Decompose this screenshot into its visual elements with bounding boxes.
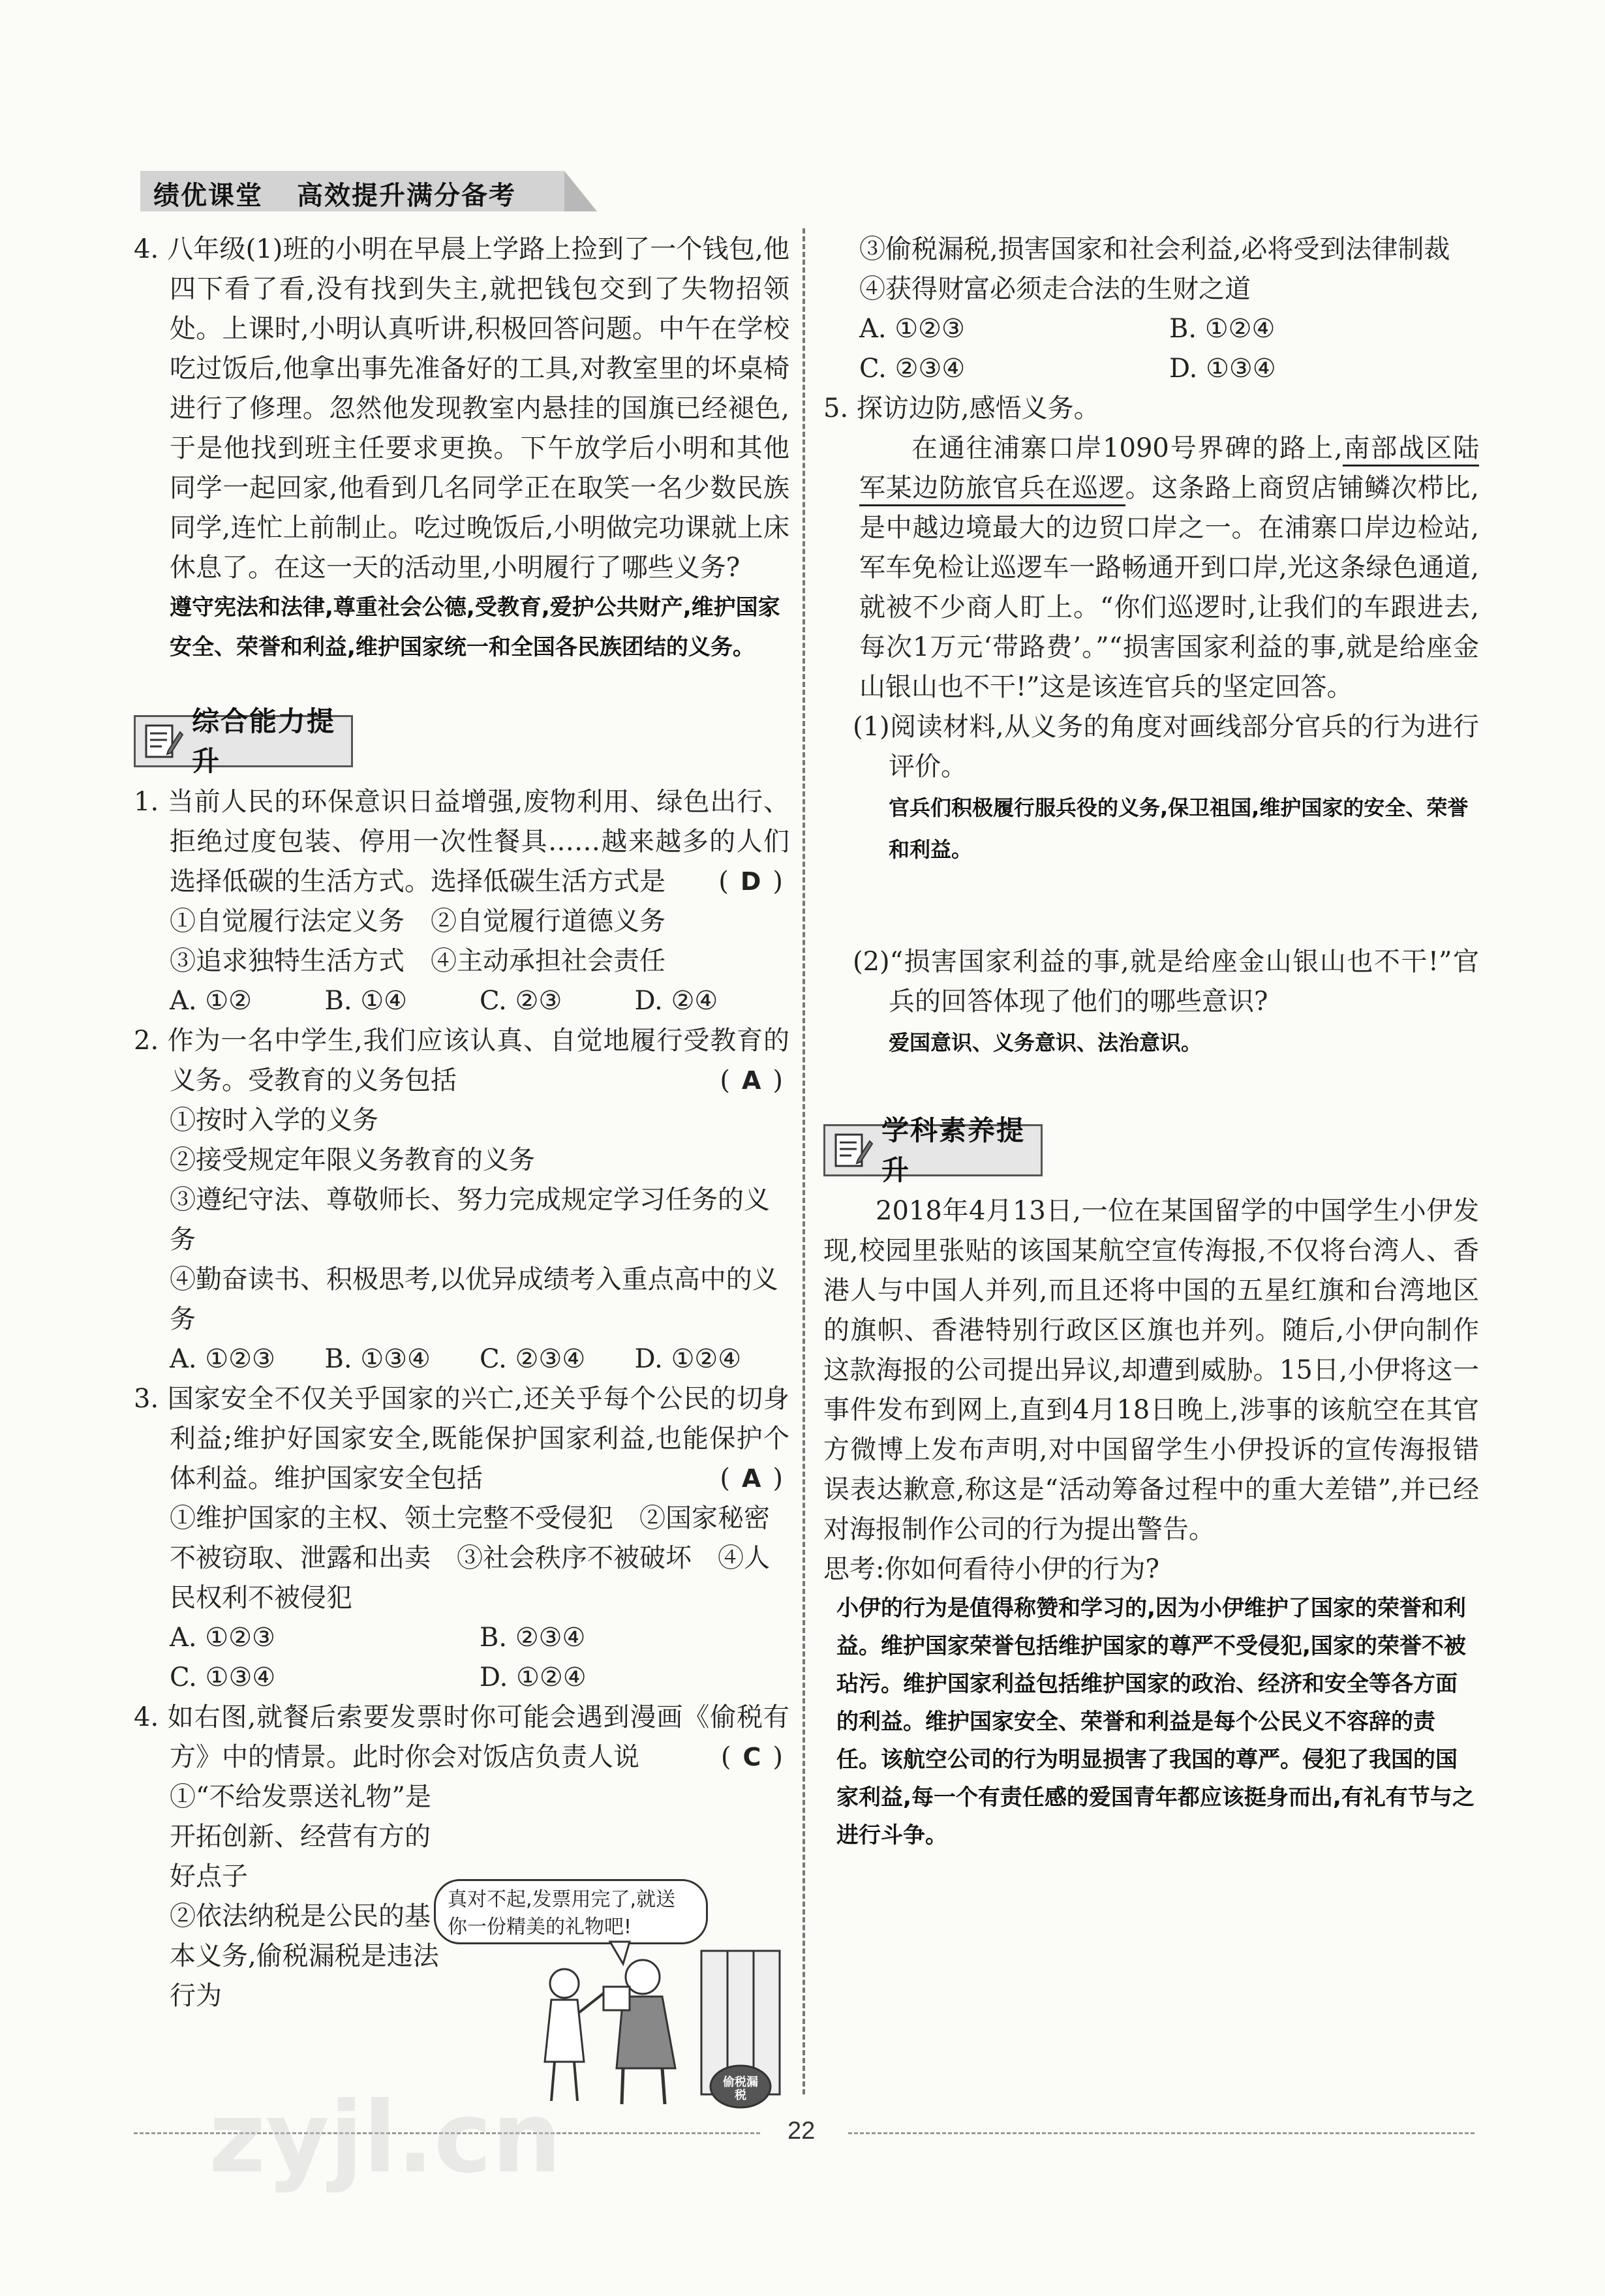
option-c: C. ②③ <box>480 986 562 1016</box>
s1q3-options-row2 <box>134 1658 789 1698</box>
option-b: B. ①②④ <box>1169 314 1276 344</box>
page-number: 22 <box>787 2117 816 2145</box>
option-a: A. ①② <box>170 986 252 1016</box>
footer-dash-right <box>848 2132 1475 2134</box>
question-5-sub2: (2)“损害国家利益的事,就是给座金山银山也不干!”官兵的回答体现了他们的哪些意识? <box>853 947 1479 1017</box>
s1-question-1: 1. 当前人民的环保意识日益增强,废物利用、绿色出行、拒绝过度包装、停用一次性餐具……越来越多的人们选择低碳的生活方式。选择低碳生活方式是 ( D ) <box>134 782 789 902</box>
s1q3-options-row1 <box>134 1618 789 1658</box>
section-literacy <box>823 1114 1479 1186</box>
s1q1-line1: ①自觉履行法定义务 ②自觉履行道德义务 <box>170 906 665 936</box>
section2-question: 思考:你如何看待小伊的行为? <box>823 1554 1159 1584</box>
option-d: D. ①②④ <box>480 1662 587 1692</box>
section2-answer: 小伊的行为是值得称赞和学习的,因为小伊维护了国家的荣誉和利益。维护国家荣誉包括维护国家的尊严不受侵犯,国家的荣誉不被玷污。维护国家利益包括维护国家的政治、经济和安全等各方面的利益。维护国家安全、荣誉和利益是每个公民义不容辞的责任。该航空公司的行为明显损害了我国的尊严。侵犯了我国的国家利益,每一个有责任感的爱国青年都应该挺身而出,有礼有节与之进行斗争。 <box>836 1595 1475 1848</box>
section-title: 学科素养提升 <box>881 1114 1026 1186</box>
question-5-title: 5. 探访边防,感悟义务。 <box>823 393 1100 423</box>
section2-material: 2018年4月13日,一位在某国留学的中国学生小伊发现,校园里张贴的该国某航空宣传海报,不仅将台湾人、香港人与中国人并列,而且还将中国的五星红旗和台湾地区的旗帜、香港特别行政区区旗也并列。随后,小伊向制作这款海报的公司提出异议,却遭到威胁。15日,小伊将这一事件发布到网上,直到4月18日晚上,涉事的该航空在其官方微博上发布声明,对中国留学生小伊投诉的宣传海报错误表达歉意,称这是“活动筹备过程中的重大差错”,并已经对海报制作公司的行为提出警告。 <box>823 1196 1479 1544</box>
option-c: C. ①③④ <box>170 1662 276 1692</box>
question-5-answer2: 爱国意识、义务意识、法治意识。 <box>889 1030 1202 1055</box>
right-column <box>823 230 1479 1854</box>
option-b: B. ①④ <box>324 986 408 1016</box>
s1-question-2: 2. 作为一名中学生,我们应该认真、自觉地履行受教育的义务。受教育的义务包括 ( A ) <box>134 1021 789 1101</box>
q4-cont-options-row1 <box>823 309 1479 349</box>
answer-bracket: ( C ) <box>720 1742 783 1772</box>
option-d: D. ①②④ <box>634 1344 742 1374</box>
option-a: A. ①②③ <box>859 314 965 344</box>
s1q2-options <box>134 1339 789 1379</box>
answer-space <box>823 870 1479 942</box>
comic-illustration <box>427 1879 793 2114</box>
s1q3-items: ①维护国家的主权、领土完整不受侵犯 ②国家秘密不被窃取、泄露和出卖 ③社会秩序不被破坏 ④人民权利不被侵犯 <box>170 1503 770 1613</box>
s1q2-item2: ②接受规定年限义务教育的义务 <box>170 1145 535 1175</box>
watermark: zyjl.cn <box>209 2081 562 2195</box>
column-divider <box>802 228 805 2094</box>
option-b: B. ①③④ <box>324 1344 431 1374</box>
section-title-box <box>823 1114 1043 1186</box>
s1q4-item2: ②依法纳税是公民的基本义务,偷税漏税是违法行为 <box>170 1901 439 2011</box>
option-b: B. ②③④ <box>480 1623 586 1653</box>
page-header <box>140 171 819 211</box>
q4-cont-options-row2 <box>823 349 1479 389</box>
section-title: 综合能力提升 <box>192 705 336 777</box>
option-d: D. ①③④ <box>1169 354 1276 384</box>
question-5-material: 在通往浦寨口岸1090号界碑的路上,南部战区陆军某边防旅官兵在巡逻。这条路上商贸店铺鳞次栉比,是中越边境最大的边贸口岸之一。在浦寨口岸边检站,军车免检让巡逻车一路畅通开到口岸,光这条绿色通道,就被不少商人盯上。“你们巡逻时,让我们的车跟进去,每次1万元‘带路费’。”“损害国家利益的事,就是给座金山银山也不干!”这是该连官兵的坚定回答。 <box>859 433 1480 702</box>
s1q1-options <box>134 981 789 1021</box>
q4-continued-item3: ③偷税漏税,损害国家和社会利益,必将受到法律制裁 ④获得财富必须走合法的生财之道 <box>859 234 1476 304</box>
header-triangle <box>564 171 597 211</box>
s1q2-item4: ④勤奋读书、积极思考,以优异成绩考入重点高中的义务 <box>170 1264 778 1334</box>
comic-bag-label: 偷税漏税 <box>723 2075 758 2102</box>
section-comprehensive <box>134 705 789 777</box>
answer-bracket: ( D ) <box>718 866 783 896</box>
question-5-sub1: (1)阅读材料,从义务的角度对画线部分官兵的行为进行评价。 <box>853 712 1479 782</box>
question-4-text: 4. 八年级(1)班的小明在早晨上学路上捡到了一个钱包,他四下看了看,没有找到失主,就把钱包交到了失物招领处。上课时,小明认真听讲,积极回答问题。中午在学校吃过饭后,他拿出事先准备好的工具,对教室里的坏桌椅进行了修理。忽然他发现教室内悬挂的国旗已经褪色,于是他找到班主任要求更换。下午放学后小明和其他同学一起回家,他看到几名同学正在取笑一名少数民族同学,连忙上前制止。吃过晚饭后,小明做完功课就上床休息了。在这一天的活动里,小明履行了哪些义务? <box>134 234 790 583</box>
option-c: C. ②③④ <box>480 1344 586 1374</box>
answer-bracket: ( A ) <box>720 1065 783 1095</box>
question-4-answer: 遵守宪法和法律,尊重社会公德,受教育,爱护公共财产,维护国家安全、荣誉和利益,维护国家统一和全国各民族团结的义务。 <box>170 594 780 660</box>
left-column <box>134 230 789 2016</box>
answer-bracket: ( A ) <box>720 1463 783 1493</box>
option-d: D. ②④ <box>634 986 718 1016</box>
s1-question-3: 3. 国家安全不仅关乎国家的兴亡,还关乎每个公民的切身利益;维护好国家安全,既能保护国家利益,也能保护个体利益。维护国家安全包括 ( A ) <box>134 1379 789 1499</box>
header-brand: 绩优课堂 <box>153 181 263 211</box>
s1q1-line2: ③追求独特生活方式 ④主动承担社会责任 <box>170 946 665 976</box>
option-a: A. ①②③ <box>170 1623 275 1653</box>
section-title-box <box>134 705 353 777</box>
pencil-note-icon <box>832 1131 874 1170</box>
question-5-answer1: 官兵们积极履行服兵役的义务,保卫祖国,维护国家的安全、荣誉和利益。 <box>889 795 1469 862</box>
s1q2-item3: ③遵纪守法、尊敬师长、努力完成规定学习任务的义务 <box>170 1185 770 1255</box>
pencil-note-icon <box>142 722 184 761</box>
header-slogan: 高效提升满分备考 <box>297 181 516 211</box>
option-c: C. ②③④ <box>859 354 966 384</box>
underlined-text: 南部战区陆军某边防旅官兵在巡逻 <box>859 433 1479 506</box>
s1-question-4: 4. 如右图,就餐后索要发票时你可能会遇到漫画《偷税有方》中的情景。此时你会对饭店负责人说 ( C ) <box>134 1698 789 1777</box>
option-a: A. ①②③ <box>170 1344 275 1374</box>
speech-bubble: 真对不起,发票用完了,就送你一份精美的礼物吧! <box>434 1879 708 1944</box>
s1q4-item1: ①“不给发票送礼物”是开拓创新、经营有方的好点子 <box>170 1782 431 1891</box>
s1q2-item1: ①按时入学的义务 <box>170 1105 378 1135</box>
